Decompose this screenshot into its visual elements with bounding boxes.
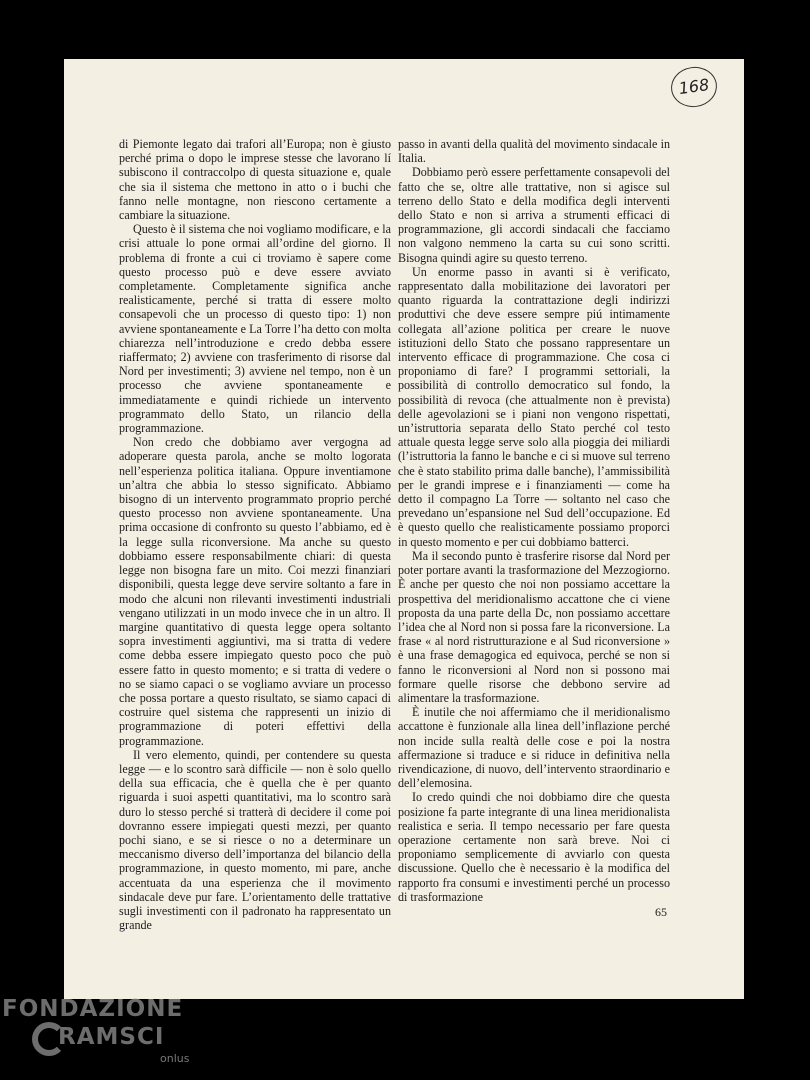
paragraph: Il vero elemento, quindi, per contendere su questa legge — e lo scontro sarà difficile — non è solo quello della sua efficacia, che è quella che è per quanto riguarda i suoi aspetti quantitativi, ma lo scontro sarà duro lo stesso perché si tratterà di decidere il come poi dovranno essere impiegati questi mezzi, per quanto pochi siano, e se si riesce o no a determinare un meccanismo diverso dell’importanza del bilancio della programmazione, in questo momento, mi pare, anche accentuata da una esperienza che il movimento sindacale deve pur fare. L’orientamento delle trattative sugli investimenti con il padronato ha rappresentato un grande (119, 747, 391, 933)
paragraph: Non credo che dobbiamo aver vergogna ad adoperare questa parola, anche se molto logorata nell’esperienza politica italiana. Oppure inventiamone un’altra che abbia lo stesso significato. Abbiamo bisogno di un intervento programmato proprio perché questo processo non avviene spontaneamente. Una prima occasione di confronto su questo l’abbiamo, ed è la legge sulla riconversione. Ma anche su questo dobbiamo essere responsabilmente chiari: di questa legge non bisogna fare un mito. Coi mezzi finanziari disponibili, questa legge deve servire soltanto a fare in modo che alcuni non rilevanti investimenti industriali vengano utilizzati in un modo invece che in un altro. Il margine quantitativo di questa legge opera soltanto sopra investimenti aggiuntivi, ma si tratta di vedere come debba essere impiegato questo poco che può essere fatto in questo momento; e si tratta di vedere o no se siamo capaci o se vogliamo avviare un processo che possa portare a questo risultato, se siamo capaci di costruire quel sistema che rappresenti un inizio di programmazione di poteri effettivi della programmazione. (119, 435, 391, 748)
watermark-line-2: RAMSCI (58, 1024, 165, 1050)
paragraph: Questo è il sistema che noi vogliamo modificare, e la crisi attuale lo pone ormai all’ordine del giorno. Il problema di fronte a cui ci troviamo è sapere come questo processo può e deve essere avviato completamente. Completamente significa anche realisticamente, perché si tratta di essere molto consapevoli che un processo di questo tipo: 1) non avviene spontaneamente e La Torre l’ha detto con molta chiarezza nell’introduzione e credo debba essere riaffermato; 2) avviene con trasferimento di risorse dal Nord per investimenti; 3) avviene nel tempo, non è un processo che avviene spontaneamente e immediatamente e quindi richiede un intervento programmato dello Stato, un rilancio della programmazione. (119, 222, 391, 436)
paragraph: È inutile che noi affermiamo che il meridionalismo accattone è funzionale alla linea dell’inflazione perché non incide sulla realtà delle cose e poi la nostra affermazione si traduce e si riduce in definitiva nella rivendicazione, di nuovo, dell’intervento straordinario e dell’elemosina. (398, 705, 670, 791)
watermark-line-1: FONDAZIONE (2, 996, 184, 1022)
paragraph: passo in avanti della qualità del movimento sindacale in Italia. (398, 137, 670, 166)
watermark-line-3: onlus (160, 1052, 190, 1065)
paragraph: di Piemonte legato dai trafori all’Europa; non è giusto perché prima o dopo le imprese stesse che lavorano lí subiscono il contraccolpo di questa situazione e, quale che sia il sistema che mettono in atto o i buchi che fanno nelle montagne, non riescono certamente a cambiare la situazione. (119, 137, 391, 223)
left-text-column (119, 137, 391, 932)
paragraph: Io credo quindi che noi dobbiamo dire che questa posizione fa parte integrante di una linea meridionalista realistica e seria. Il tempo necessario per fare questa operazione certamente non sarà breve. Noi ci proponiamo semplicemente di avviarlo con questa discussione. Quello che è necessario è la modifica del rapporto fra consumi e investimenti perché un processo di trasformazione (398, 790, 670, 904)
right-text-column (398, 137, 670, 904)
paragraph: Ma il secondo punto è trasferire risorse dal Nord per poter portare avanti la trasformazione del Mezzogiorno. È anche per questo che noi non possiamo accettare la prospettiva del meridionalismo accattone che ci viene proposta da una parte della Dc, non possiamo accettare l’idea che al Nord non si possa fare la riconversione. La frase « al nord ristrutturazione e al Sud riconversione » è una frase demagogica ed equivoca, perché se non si fanno le riconversioni al Nord non si possono mai formare quelle risorse che debbono servire ad alimentare la trasformazione. (398, 548, 670, 705)
page-number: 65 (655, 905, 667, 919)
handwritten-folio-number: 168 (668, 64, 719, 110)
paragraph: Dobbiamo però essere perfettamente consapevoli del fatto che se, oltre alle trattative, non si agisce sul terreno dello Stato e della modifica degli interventi dello Stato e non si arriva a strumenti efficaci di programmazione, gli accordi sindacali che facciamo non valgono nemmeno la carta su cui sono scritti. Bisogna quindi agire su questo terreno. (398, 165, 670, 265)
watermark-logo (0, 990, 210, 1080)
paragraph: Un enorme passo in avanti si è verificato, rappresentato dalla mobilitazione dei lavoratori per quanto riguarda la contrattazione degli indirizzi produttivi che deve essere sempre piú intimamente collegata all’azione politica per creare le nuove istituzioni dello Stato che possano rappresentare un intervento efficace di programmazione. Che cosa ci proponiamo di fare? I programmi settoriali, la possibilità di controllo democratico sul fondo, la possibilità di revoca (che attualmente non è prevista) delle agevolazioni se i piani non vengono rispettati, un’istruttoria separata dello Stato perché col testo attuale questa legge serve solo alla pioggia dei miliardi (l’istruttoria la fanno le banche e ci si muove sul terreno che è stato stabilito prima dalle banche), l’ammissibilità per le grandi imprese e i finanziamenti — come ha detto il compagno La Torre — soltanto nel caso che prevedano un’espansione nel Sud dell’occupazione. Ed è questo quello che realisticamente possiamo proporci in questo momento e per cui dobbiamo batterci. (398, 264, 670, 549)
